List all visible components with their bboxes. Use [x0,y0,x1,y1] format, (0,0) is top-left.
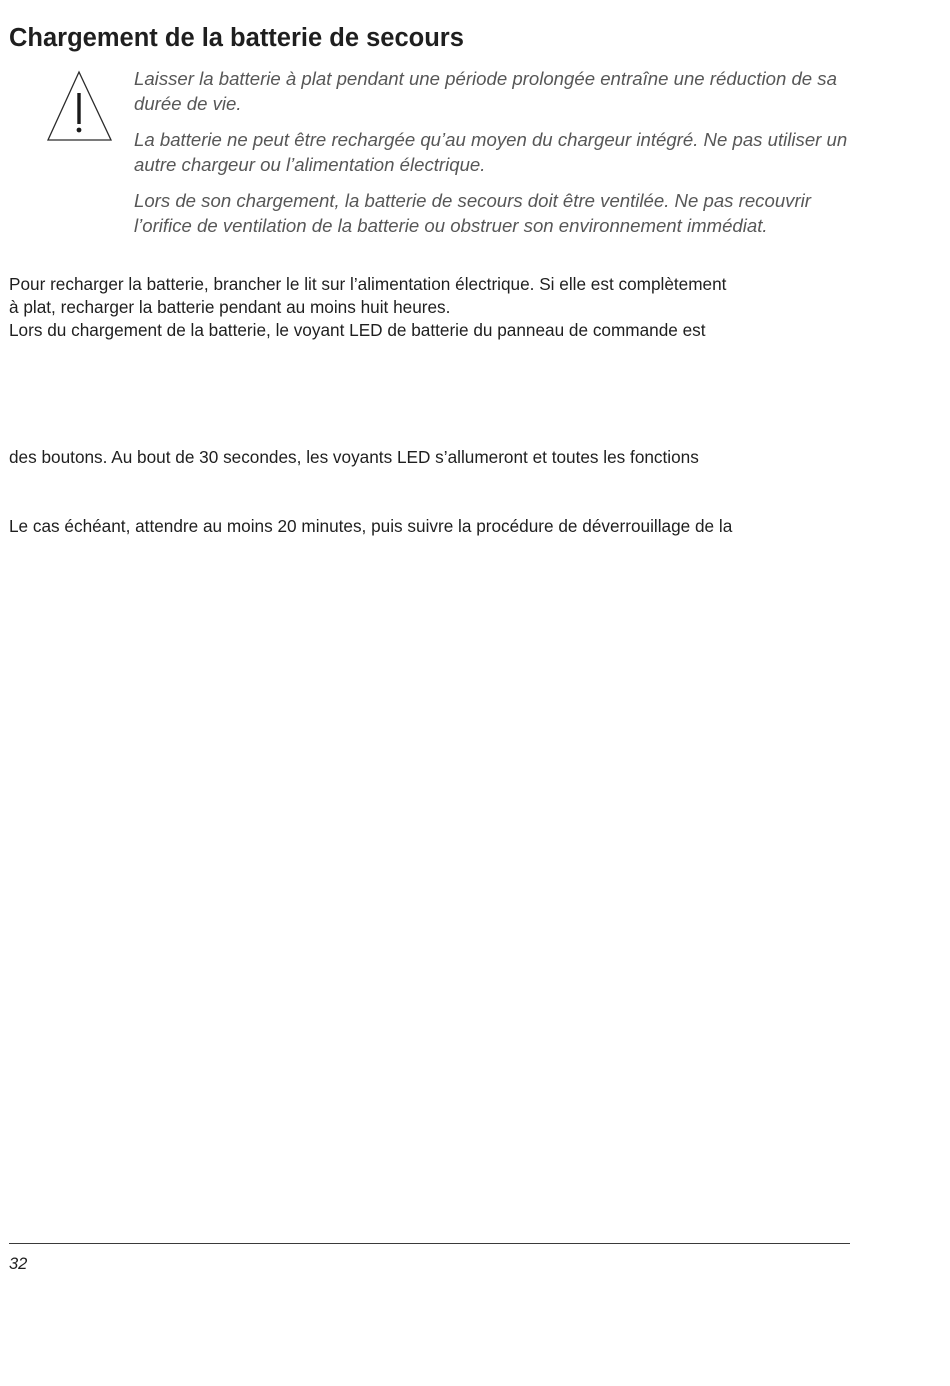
page-title: Chargement de la batterie de secours [9,24,464,52]
body-line: Lors du chargement de la batterie, le voyant LED de batterie du panneau de commande est [9,320,706,340]
page-number: 32 [9,1255,28,1273]
warning-paragraph-ventilation: Lors de son chargement, la batterie de secours doit être ventilée. Ne pas recouvrir l’orifice de ventilation de la batterie ou obstruer son environnement immédiat. [134,190,811,236]
warning-triangle-icon [46,69,114,143]
body-line: Pour recharger la batterie, brancher le lit sur l’alimentation électrique. Si elle est complètement [9,274,727,294]
footer-divider [9,1243,850,1244]
warning-paragraph-charger: La batterie ne peut être rechargée qu’au moyen du chargeur intégré. Ne pas utiliser un autre chargeur ou l’alimentation électrique. [134,129,848,175]
body-line: des boutons. Au bout de 30 secondes, les voyants LED s’allumeront et toutes les fonctions [9,447,699,467]
warning-paragraph-battery-life: Laisser la batterie à plat pendant une période prolongée entraîne une réduction de sa durée de vie. [134,68,837,114]
body-line: Le cas échéant, attendre au moins 20 minutes, puis suivre la procédure de déverrouillage de la [9,516,733,536]
body-line: à plat, recharger la batterie pendant au moins huit heures. [9,297,451,317]
